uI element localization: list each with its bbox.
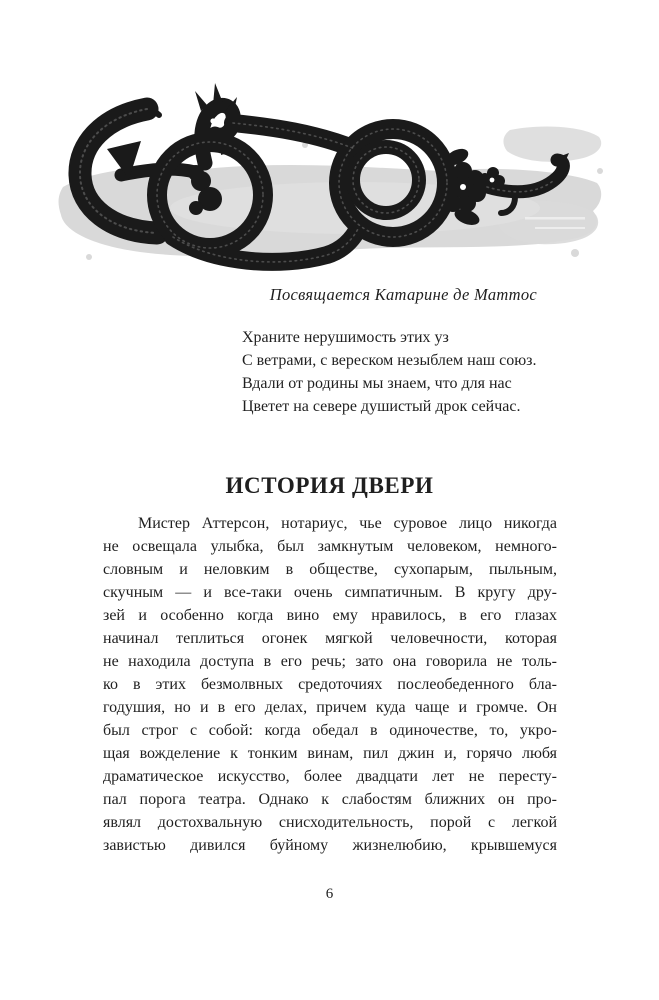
body-text-line: завистью дивился буйному жизнелюбию, крывшемуся — [103, 837, 557, 854]
body-text-line: скучным — и все-таки очень симпатичным. В кругу дру- — [103, 584, 557, 601]
body-text-line: драматическое искусство, более двадцати лет не пересту- — [103, 768, 557, 785]
body-text-line: был строг с собой: когда обедал в одиночестве, то, укро- — [103, 722, 557, 739]
body-text-line: Мистер Аттерсон, нотариус, чье суровое лицо никогда — [138, 515, 557, 532]
epigraph-line: Цветет на севере душистый дрок сейчас. — [242, 398, 521, 415]
dedication-line: Посвящается Катарине де Маттос — [269, 285, 537, 304]
epigraph-line: Храните нерушимость этих уз — [242, 329, 449, 346]
body-text-line: зей и особенно когда вино ему нравилось, в его глазах — [103, 607, 557, 624]
body-text-line: начинал теплиться огонек мягкой человечности, которая — [103, 630, 557, 647]
body-text-line: годушия, но и в его делах, причем куда чаще и громче. Он — [103, 699, 557, 716]
epigraph-line: С ветрами, с вереском незыблем наш союз. — [242, 352, 537, 369]
body-text-line: являл достохвальную снисходительность, порой с легкой — [103, 814, 557, 831]
epigraph — [242, 326, 537, 418]
page-number: 6 — [325, 886, 334, 902]
body-text-line: не находила доступа в его речь; зато она говорила не толь- — [103, 653, 557, 670]
serpent-ornament-illustration — [55, 75, 605, 275]
body-text-line: словным и неловким в обществе, сухопарым, пыльным, — [103, 561, 557, 578]
epigraph-line: Вдали от родины мы знаем, что для нас — [242, 375, 512, 392]
body-text-line: щая вожделение к тонким винам, пил джин и, горячо любя — [103, 745, 557, 762]
body-paragraph — [103, 512, 557, 857]
body-text-line: пал порога театра. Однако к слабостям ближних он про- — [103, 791, 557, 808]
body-text-line: не освещала улыбка, был замкнутым человеком, немного- — [103, 538, 557, 555]
body-text-line: ко в этих безмолвных средоточиях послеобеденного бла- — [103, 676, 557, 693]
serpent-ornament-svg — [55, 75, 605, 275]
chapter-title: ИСТОРИЯ ДВЕРИ — [225, 473, 434, 499]
